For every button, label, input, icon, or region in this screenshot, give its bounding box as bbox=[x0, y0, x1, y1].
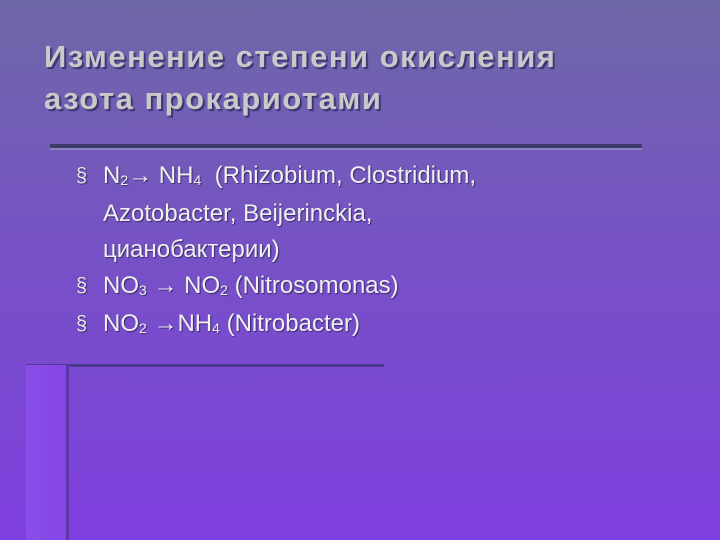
bullet-icon: § bbox=[76, 313, 88, 335]
subscript: 2 bbox=[139, 320, 147, 336]
formula-text: N bbox=[103, 162, 121, 189]
subscript: 4 bbox=[193, 172, 202, 188]
title-line-1: Изменение степени окисления bbox=[44, 39, 557, 74]
subscript: 2 bbox=[120, 172, 129, 188]
formula-text: NO bbox=[103, 310, 139, 337]
decorative-left-bar bbox=[26, 365, 69, 540]
formula-text: NO bbox=[103, 272, 139, 299]
list-item bbox=[76, 306, 696, 344]
bullet-icon: § bbox=[76, 165, 88, 187]
organisms-text: (Nitrosomonas) bbox=[227, 272, 399, 299]
subscript: 2 bbox=[220, 282, 228, 298]
formula-text: → NO bbox=[146, 272, 221, 299]
title-divider-line bbox=[50, 144, 642, 148]
list-item bbox=[76, 268, 696, 306]
organisms-text-cont: Azotobacter, Beijerinckia, bbox=[103, 200, 373, 227]
bullet-icon: § bbox=[76, 275, 88, 297]
bullet-list bbox=[76, 158, 696, 344]
formula-text: →NH bbox=[146, 310, 213, 337]
organisms-text: (Nitrobacter) bbox=[219, 310, 360, 337]
slide-title bbox=[44, 36, 704, 120]
formula-text: → NH bbox=[128, 162, 194, 189]
subscript: 3 bbox=[139, 282, 147, 298]
subscript: 4 bbox=[212, 320, 220, 336]
list-item bbox=[76, 158, 696, 268]
organisms-text-cont: цианобактерии) bbox=[103, 236, 280, 263]
title-line-2: азота прокариотами bbox=[44, 81, 383, 116]
decorative-divider-line bbox=[26, 364, 384, 367]
organisms-text: (Rhizobium, Clostridium, bbox=[201, 162, 477, 189]
